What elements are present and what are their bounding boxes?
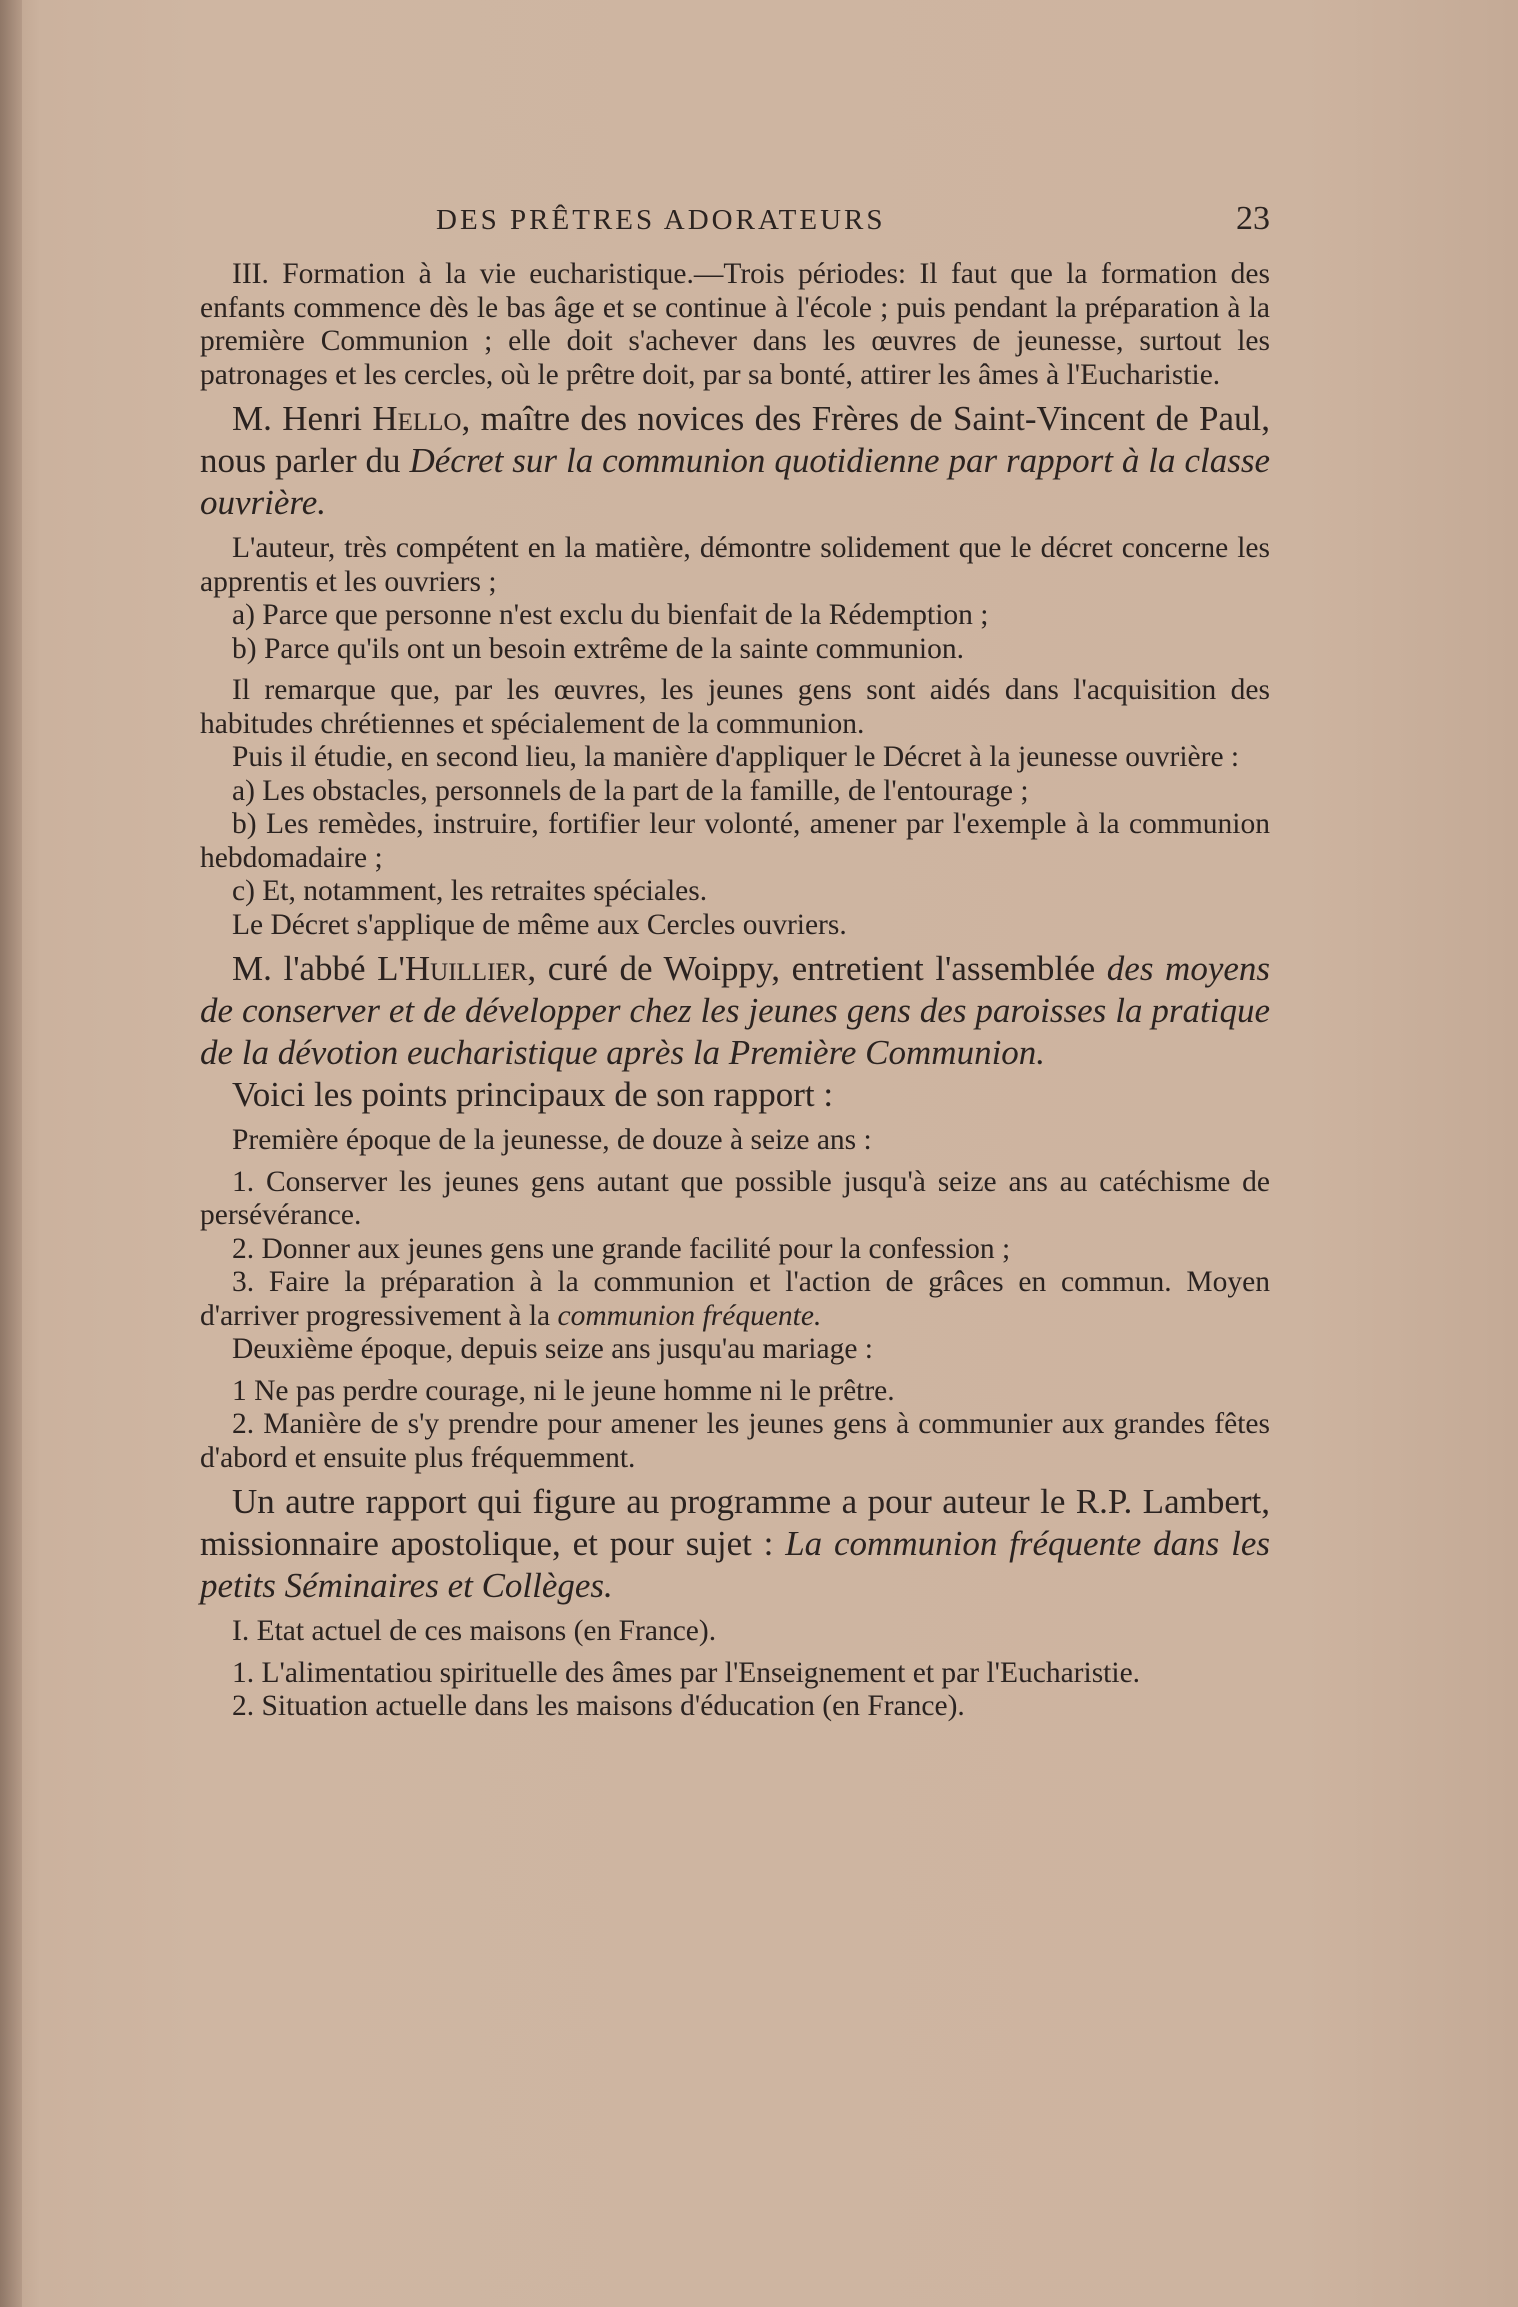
paragraph-cercles: Le Décret s'applique de même aux Cercles ouvriers.: [232, 908, 847, 941]
list-item: 2. Donner aux jeunes gens une grande facilité pour la confession ;: [232, 1232, 1011, 1265]
paragraph-huillier: M. l'abbé L'Huillier, curé de Woippy, entretient l'assemblée des moyens de conserver et de développer chez les jeunes gens des paroisses la pratique de la dévotion eucharistique après la Première Communion.: [200, 949, 1271, 1072]
running-head: DES PRÊTRES ADORATEURS: [436, 204, 886, 236]
section-second-epoch: Deuxième époque, depuis seize ans jusqu'au mariage :: [232, 1333, 873, 1365]
list-item: 2. Situation actuelle dans les maisons d'éducation (en France).: [232, 1690, 965, 1722]
list-item: 1. L'alimentatiou spirituelle des âmes par l'Enseignement et par l'Eucharistie.: [232, 1656, 1141, 1689]
paragraph-lambert: Un autre rapport qui figure au programme a pour auteur le R.P. Lambert, missionnaire apostolique, et pour sujet : La communion fréquente dans les petits Séminaires et Collèges.: [200, 1482, 1270, 1605]
report-title: Décret sur la communion quotidienne par rapport à la classe ouvrière.: [200, 441, 1270, 522]
list-item: 1. Conserver les jeunes gens autant que possible jusqu'à seize ans au catéchisme de persévérance.: [200, 1165, 1270, 1231]
report-title: des moyens de conserver et de développer chez les jeunes gens des paroisses la pratique de la dévotion eucharistique après la Première Communion.: [200, 949, 1271, 1072]
paragraph-remarque: Il remarque que, par les œuvres, les jeunes gens sont aidés dans l'acquisition des habitudes chrétiennes et spécialement de la communion.: [200, 674, 1270, 740]
paragraph-voici: Voici les points principaux de son rapport :: [232, 1075, 834, 1114]
paragraph-hello: M. Henri Hello, maître des novices des Frères de Saint-Vincent de Paul, nous parler du Décret sur la communion quotidienne par rapport à la classe ouvrière.: [200, 399, 1270, 522]
section-etat-actuel: I. Etat actuel de ces maisons (en France).: [232, 1615, 717, 1647]
report-title: La communion fréquente dans les petits Séminaires et Collèges.: [200, 1524, 1270, 1605]
page-body: [200, 258, 1270, 1724]
list-item: 2. Manière de s'y prendre pour amener les jeunes gens à communier aux grandes fêtes d'abord et ensuite plus fréquemment.: [200, 1408, 1270, 1474]
list-item: c) Et, notamment, les retraites spéciales.: [232, 875, 708, 907]
page-number: 23: [1236, 200, 1270, 237]
list-item: 3. Faire la préparation à la communion et l'action de grâces en commun. Moyen d'arriver progressivement à la communion fréquente.: [200, 1266, 1270, 1332]
list-item: 1 Ne pas perdre courage, ni le jeune homme ni le prêtre.: [232, 1374, 895, 1407]
book-spine-shadow: [0, 0, 22, 2307]
section-first-epoch: Première époque de la jeunesse, de douze à seize ans :: [232, 1124, 872, 1156]
list-item: a) Les obstacles, personnels de la part de la famille, de l'entourage ;: [232, 774, 1029, 807]
author-name: Huillier: [404, 949, 528, 988]
list-item: a) Parce que personne n'est exclu du bienfait de la Rédemption ;: [232, 599, 989, 631]
author-name: Hello: [372, 399, 462, 438]
list-item: b) Parce qu'ils ont un besoin extrême de la sainte communion.: [232, 632, 964, 665]
list-item: b) Les remèdes, instruire, fortifier leur volonté, amener par l'exemple à la communion hebdomadaire ;: [200, 808, 1270, 874]
paragraph-auteur: L'auteur, très compétent en la matière, démontre solidement que le décret concerne les apprentis et les ouvriers ;: [200, 532, 1270, 598]
page-header: [200, 200, 1270, 240]
paragraph-formation: III. Formation à la vie eucharistique.—Trois périodes: Il faut que la formation des enfants commence dès le bas âge et se continue à l'école ; puis pendant la préparation à la première Communion ; elle doit s'achever dans les œuvres de jeunesse, surtout les patronages et les cercles, où le prêtre doit, par sa bonté, attirer les âmes à l'Eucharistie.: [200, 258, 1270, 391]
paragraph-etudie: Puis il étudie, en second lieu, la manière d'appliquer le Décret à la jeunesse ouvrière :: [232, 741, 1240, 773]
